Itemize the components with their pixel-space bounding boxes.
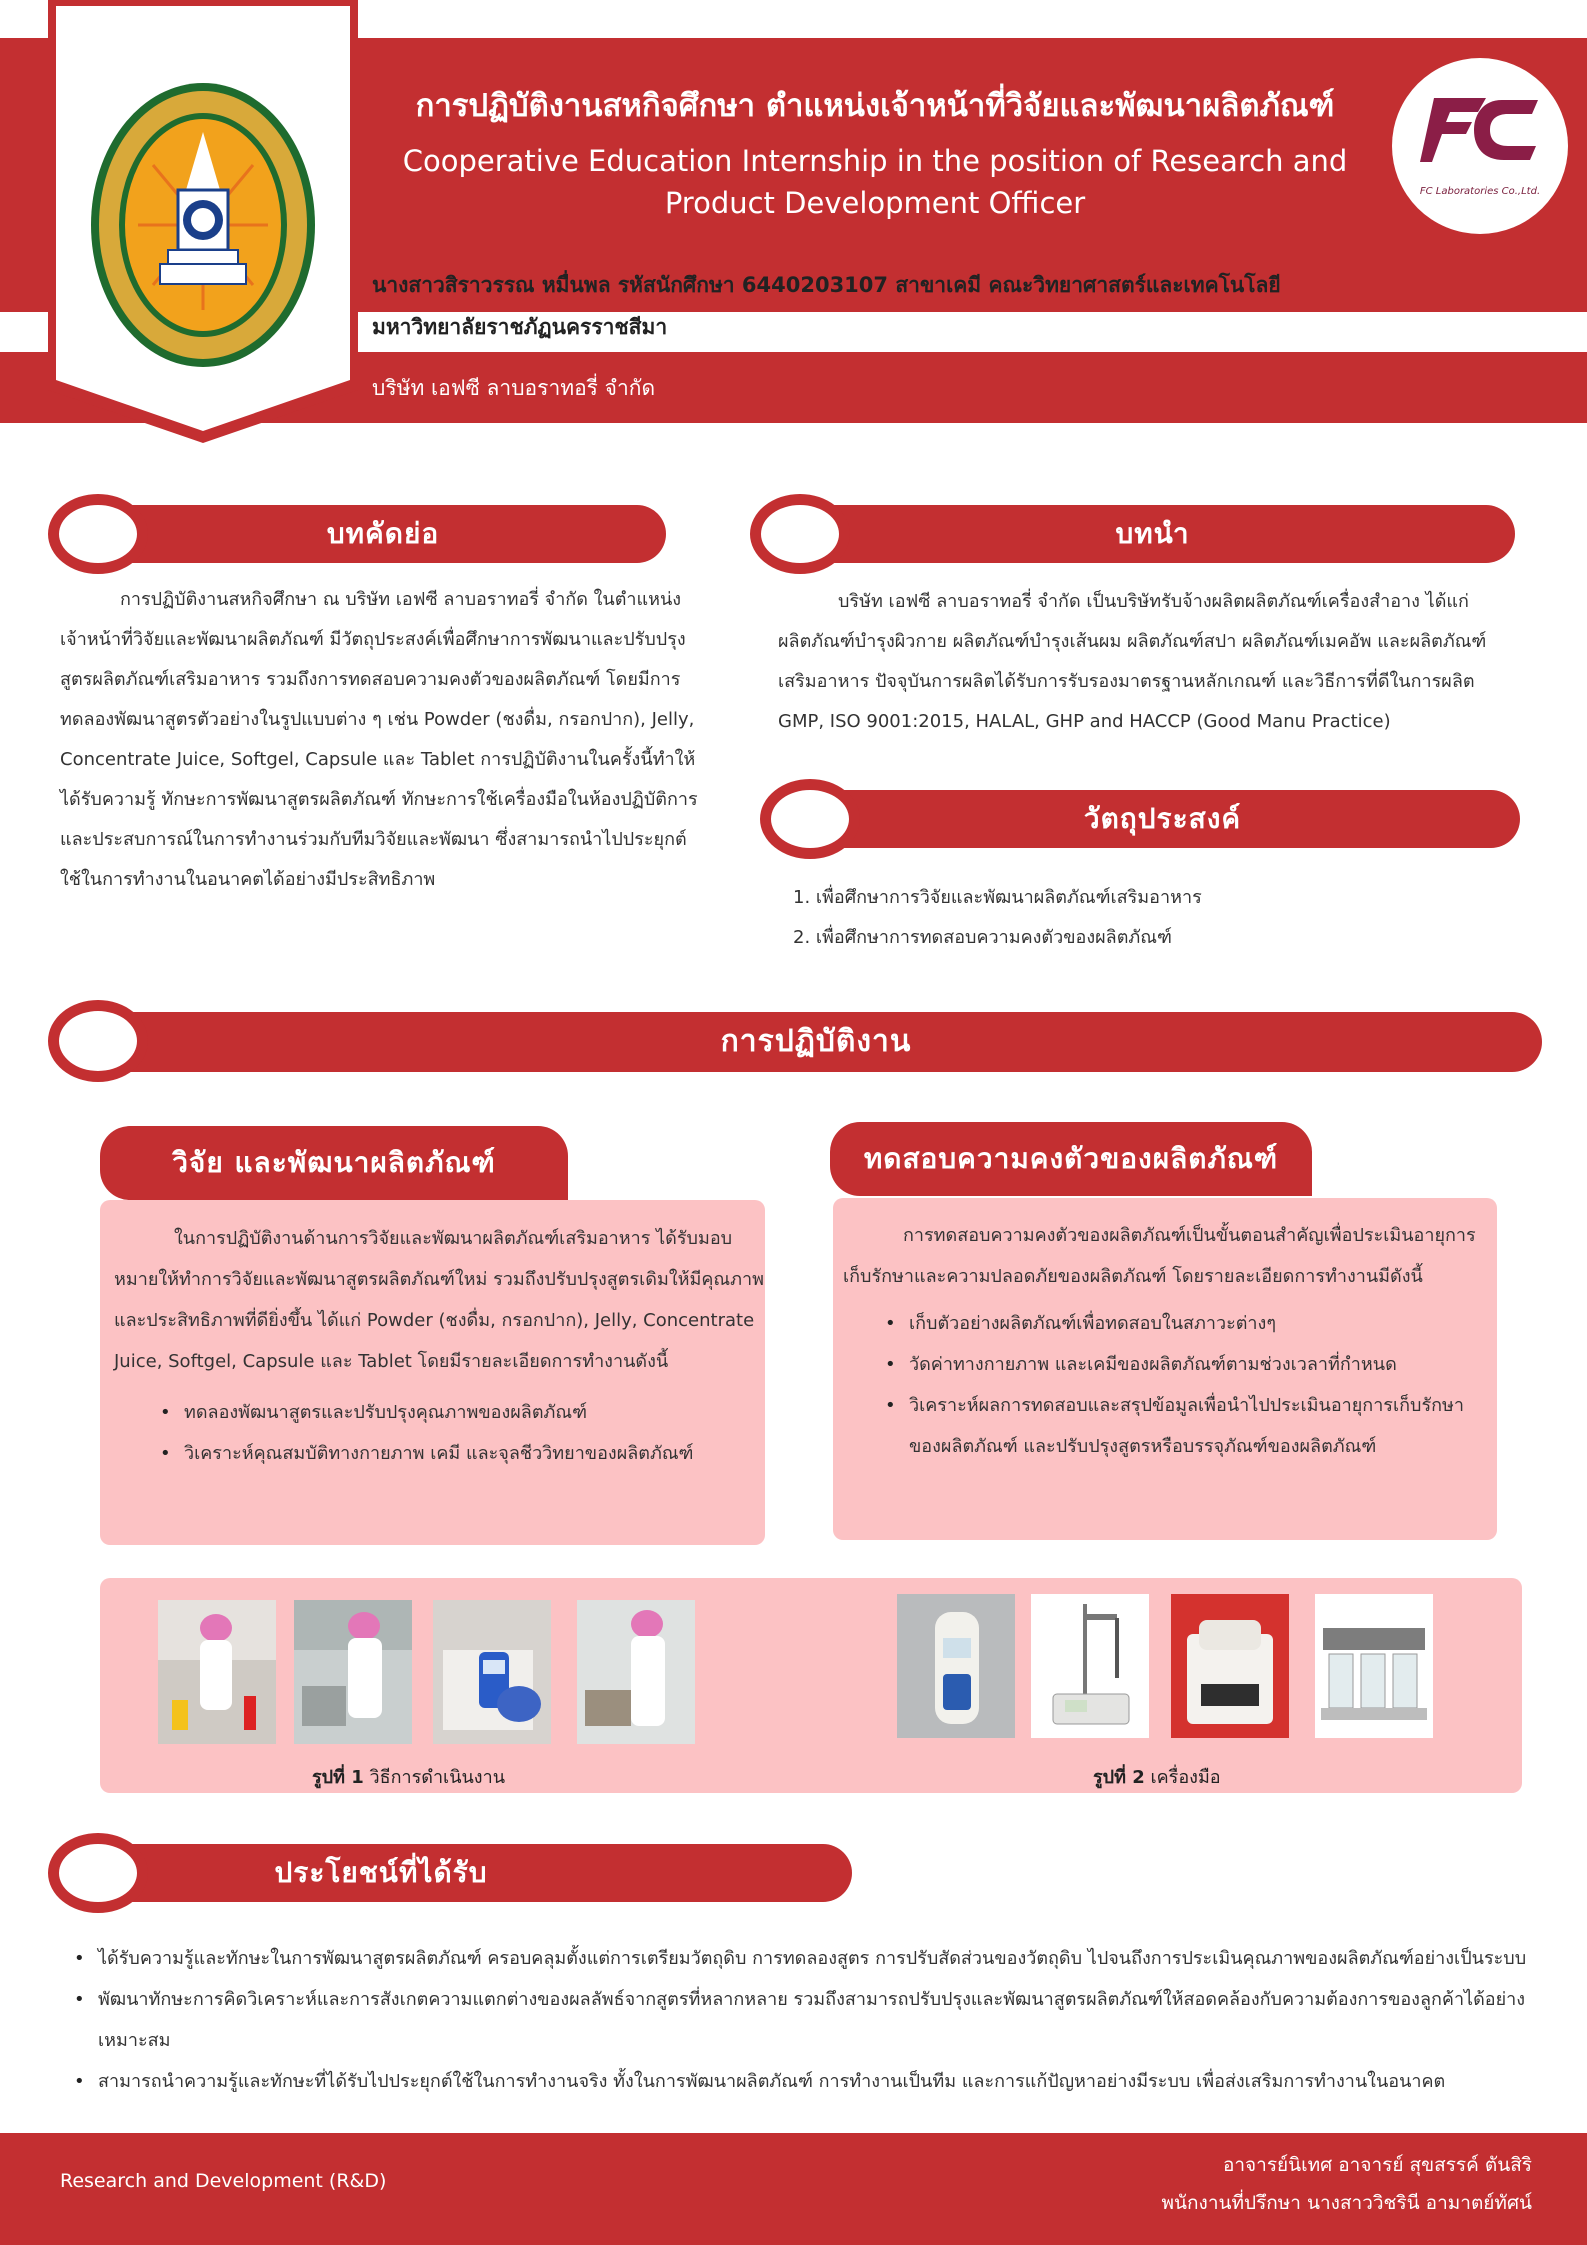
- work-photo-3: [433, 1600, 551, 1744]
- objectives-list: [793, 878, 1513, 958]
- fc-logo-subtitle: FC Laboratories Co.,Ltd.: [1419, 186, 1541, 197]
- objective-item: 1. เพื่อศึกษาการวิจัยและพัฒนาผลิตภัณฑ์เสริมอาหาร: [793, 887, 1202, 908]
- rnd-bullet: • วิเคราะห์คุณสมบัติทางกายภาพ เคมี และจุลชีววิทยาของผลิตภัณฑ์: [160, 1433, 764, 1474]
- rnd-line: และประสิทธิภาพที่ดียิ่งขึ้น ได้แก่ Powder (ชงดื่ม, กรอกปาก), Jelly, Concentrate: [114, 1310, 755, 1331]
- footer-advisors: [1000, 2146, 1532, 2222]
- intro-line: เสริมอาหาร ปัจจุบันการผลิตได้รับการรับรองมาตรฐานหลักเกณฑ์ และวิธีการที่ดีในการผลิต: [778, 671, 1475, 692]
- footer-department: Research and Development (R&D): [60, 2170, 387, 2192]
- stability-bullet: • เก็บตัวอย่างผลิตภัณฑ์เพื่อทดสอบในสภาวะต่างๆ: [885, 1303, 1493, 1344]
- figure-2-label: รูปที่ 2: [1093, 1767, 1145, 1788]
- benefits-header: ประโยชน์ที่ได้รับ: [90, 1844, 852, 1902]
- footer-mentor: พนักงานที่ปรึกษา นางสาววิชรินี อามาตย์ทัศน์: [1161, 2192, 1532, 2214]
- rnd-line: Juice, Softgel, Capsule และ Tablet โดยมีรายละเอียดการทำงานดังนี้: [114, 1351, 669, 1372]
- abstract-header: บทคัดย่อ: [100, 505, 666, 563]
- figure-1-label: รูปที่ 1: [312, 1767, 364, 1788]
- objectives-header: วัตถุประสงค์: [805, 790, 1520, 848]
- benefit-item: • ได้รับความรู้และทักษะในการพัฒนาสูตรผลิตภัณฑ์ ครอบคลุมตั้งแต่การเตรียมวัตถุดิบ การทดลองสูตร การปรับสัดส่วนของวัตถุดิบ ไปจนถึงการประเมินคุณภาพของผลิตภัณฑ์อย่างเป็นระบบ: [74, 1938, 1554, 1979]
- work-photo-4: [577, 1600, 695, 1744]
- title-en-line-2: Product Development Officer: [664, 186, 1086, 220]
- figure-2-caption: [1093, 1762, 1221, 1791]
- rnd-line: ในการปฏิบัติงานด้านการวิจัยและพัฒนาผลิตภัณฑ์เสริมอาหาร ได้รับมอบ: [174, 1228, 733, 1249]
- benefits-list: [74, 1938, 1554, 2102]
- stability-tab: ทดสอบความคงตัวของผลิตภัณฑ์: [830, 1122, 1312, 1196]
- stability-bullet-continued: ของผลิตภัณฑ์ และปรับปรุงสูตรหรือบรรจุภัณฑ์ของผลิตภัณฑ์: [909, 1436, 1377, 1457]
- rnd-tab: วิจัย และพัฒนาผลิตภัณฑ์: [100, 1126, 568, 1200]
- abstract-line: สูตรผลิตภัณฑ์เสริมอาหาร รวมถึงการทดสอบความคงตัวของผลิตภัณฑ์ โดยมีการ: [60, 669, 681, 690]
- figure-2-text: เครื่องมือ: [1150, 1767, 1221, 1788]
- benefit-item: • สามารถนำความรู้และทักษะที่ได้รับไปประยุกต์ใช้ในการทำงานจริง ทั้งในการพัฒนาผลิตภัณฑ์ การทำงานเป็นทีม และการแก้ปัญหาอย่างมีระบบ เพื่อส่งเสริมการทำงานในอนาคต: [74, 2061, 1554, 2102]
- author-line-1: นางสาวสิราวรรณ หมื่นพล รหัสนักศึกษา 6440203107 สาขาเคมี คณะวิทยาศาสตร์และเทคโนโลยี: [372, 273, 1281, 297]
- rnd-line: หมายให้ทำการวิจัยและพัฒนาสูตรผลิตภัณฑ์ใหม่ รวมถึงปรับปรุงสูตรเดิมให้มีคุณภาพ: [114, 1269, 764, 1290]
- abstract-line: และประสบการณ์ในการทำงานร่วมกับทีมวิจัยและพัฒนา ซึ่งสามารถนำไปประยุกต์: [60, 829, 687, 850]
- footer-advisor: อาจารย์นิเทศ อาจารย์ สุขสรรค์ ตันสิริ: [1222, 2154, 1532, 2176]
- abstract-line: ได้รับความรู้ ทักษะการพัฒนาสูตรผลิตภัณฑ์ ทักษะการใช้เครื่องมือในห้องปฏิบัติการ: [60, 789, 698, 810]
- intro-line: บริษัท เอฟซี ลาบอราทอรี่ จำกัด เป็นบริษัทรับจ้างผลิตผลิตภัณฑ์เครื่องสำอาง ได้แก่: [838, 591, 1469, 612]
- figure-1-caption: [312, 1762, 505, 1791]
- intro-line: ผลิตภัณฑ์บำรุงผิวกาย ผลิตภัณฑ์บำรุงเส้นผม ผลิตภัณฑ์สปา ผลิตภัณฑ์เมคอัพ และผลิตภัณฑ์: [778, 631, 1487, 652]
- author-info: [372, 264, 1372, 348]
- fc-laboratories-logo: [1420, 90, 1540, 170]
- stability-bullet: • วัดค่าทางกายภาพ และเคมีของผลิตภัณฑ์ตามช่วงเวลาที่กำหนด: [885, 1344, 1493, 1385]
- work-header: การปฏิบัติงาน: [90, 1012, 1542, 1072]
- work-header-circle: [48, 1000, 148, 1082]
- stability-line: การทดสอบความคงตัวของผลิตภัณฑ์เป็นขั้นตอนสำคัญเพื่อประเมินอายุการ: [903, 1225, 1476, 1246]
- figure-1-text: วิธีการดำเนินงาน: [369, 1767, 506, 1788]
- title-en-line-1: Cooperative Education Internship in the position of Research and: [402, 144, 1348, 178]
- poster-title-english: [360, 140, 1390, 224]
- abstract-line: ใช้ในการทำงานในอนาคตได้อย่างมีประสิทธิภาพ: [60, 869, 436, 890]
- abstract-line: Concentrate Juice, Softgel, Capsule และ Tablet การปฏิบัติงานในครั้งนี้ทำให้: [60, 749, 696, 770]
- abstract-header-circle: [48, 494, 148, 574]
- abstract-text: [60, 580, 710, 900]
- instrument-photo-dissolution-tester: [1315, 1594, 1433, 1738]
- company-name: บริษัท เอฟซี ลาบอราทอรี่ จำกัด: [372, 376, 656, 400]
- objective-item: 2. เพื่อศึกษาการทดสอบความคงตัวของผลิตภัณฑ์: [793, 927, 1172, 948]
- intro-line: GMP, ISO 9001:2015, HALAL, GHP and HACCP (Good Manu Practice): [778, 711, 1391, 732]
- instrument-photo-refractometer: [897, 1594, 1015, 1738]
- abstract-line: ทดลองพัฒนาสูตรตัวอย่างในรูปแบบต่าง ๆ เช่น Powder (ชงดื่ม, กรอกปาก), Jelly,: [60, 709, 695, 730]
- work-photo-2: [294, 1600, 412, 1744]
- objectives-header-circle: [760, 779, 860, 859]
- abstract-line: เจ้าหน้าที่วิจัยและพัฒนาผลิตภัณฑ์ มีวัตถุประสงค์เพื่อศึกษาการพัฒนาและปรับปรุง: [60, 629, 686, 650]
- work-photo-1: [158, 1600, 276, 1744]
- university-seal-logo: [88, 80, 318, 370]
- intro-text: [778, 582, 1518, 742]
- author-line-2: มหาวิทยาลัยราชภัฏนครราชสีมา: [372, 315, 668, 339]
- benefit-item-continued: เหมาะสม: [98, 2030, 171, 2051]
- stability-bullet: • วิเคราะห์ผลการทดสอบและสรุปข้อมูลเพื่อนำไปประเมินอายุการเก็บรักษา: [885, 1385, 1493, 1426]
- rnd-bullet: • ทดลองพัฒนาสูตรและปรับปรุงคุณภาพของผลิตภัณฑ์: [160, 1392, 764, 1433]
- benefit-item: • พัฒนาทักษะการคิดวิเคราะห์และการสังเกตความแตกต่างของผลลัพธ์จากสูตรที่หลากหลาย รวมถึงสามารถปรับปรุงและพัฒนาสูตรผลิตภัณฑ์ให้สอดคล้องกับความต้องการของลูกค้าได้อย่าง: [74, 1979, 1554, 2020]
- instrument-photo-moisture-analyzer: [1171, 1594, 1289, 1738]
- rnd-text: [114, 1218, 764, 1474]
- benefits-header-circle: [48, 1833, 148, 1913]
- stability-text: [843, 1215, 1493, 1467]
- stability-line: เก็บรักษาและความปลอดภัยของผลิตภัณฑ์ โดยรายละเอียดการทำงานมีดังนี้: [843, 1266, 1423, 1287]
- intro-header-circle: [750, 494, 850, 574]
- poster-title-thai: การปฏิบัติงานสหกิจศึกษา ตำแหน่งเจ้าหน้าที่วิจัยและพัฒนาผลิตภัณฑ์: [415, 88, 1335, 124]
- abstract-line: การปฏิบัติงานสหกิจศึกษา ณ บริษัท เอฟซี ลาบอราทอรี่ จำกัด ในตำแหน่ง: [120, 589, 682, 610]
- intro-header: บทนำ: [790, 505, 1515, 563]
- instrument-photo-ph-meter: [1031, 1594, 1149, 1738]
